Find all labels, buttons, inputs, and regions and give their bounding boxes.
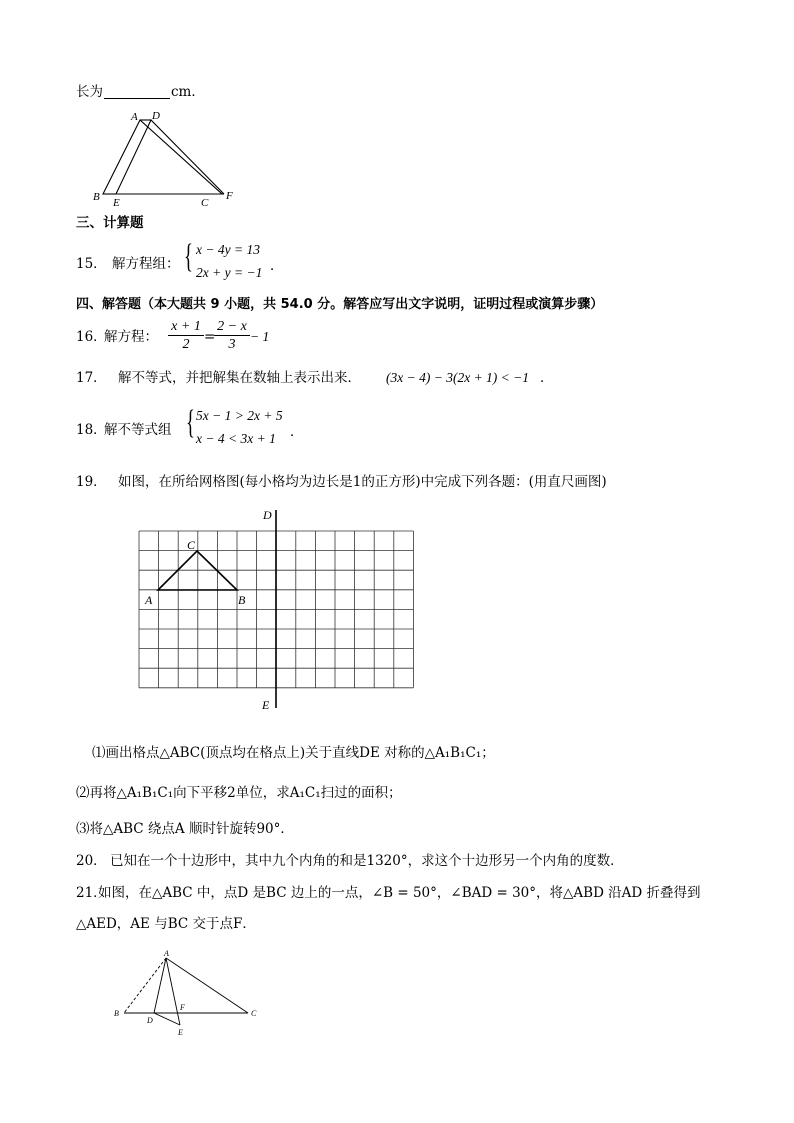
q19-text: 如图，在所给网格图(每小格均为边长是1的正方形)中完成下列各题：(用直尺画图) bbox=[118, 474, 607, 490]
q21-line2: △AED，AE 与BC 交于点F． bbox=[76, 916, 256, 932]
q18-eq1: 5x − 1 > 2x + 5 bbox=[196, 408, 283, 423]
fig14-label-e: E bbox=[113, 197, 120, 209]
q21-number: 21． bbox=[76, 885, 107, 901]
q16-fraction-right: $\frac{2 - x}{3}$ bbox=[214, 318, 250, 354]
q19-sub1: ⑴画出格点△ABC(顶点均在格点上)关于直线DE 对称的△A₁B₁C₁； bbox=[92, 745, 495, 761]
segment-ae bbox=[166, 958, 180, 1025]
q15-eq1: x − 4y = 13 bbox=[196, 242, 260, 257]
fig14-label-a: A bbox=[131, 111, 138, 123]
grid-label-e: E bbox=[262, 698, 270, 712]
q19-sub2: ⑵再将△A₁B₁C₁向下平移2单位，求A₁C₁扫过的面积； bbox=[76, 785, 402, 801]
section-3-title: 三、计算题 bbox=[76, 215, 144, 231]
segment-ac bbox=[166, 958, 248, 1013]
q18-text: 解不等式组 bbox=[104, 422, 172, 438]
q17-expression: (3x − 4) − 3(2x + 1) < −1 bbox=[386, 370, 530, 385]
q15-text: 解方程组： bbox=[112, 256, 180, 272]
q18-brace: { bbox=[186, 404, 195, 441]
fig14-label-f: F bbox=[226, 190, 233, 202]
q15-eq2: 2x + y = −1 bbox=[196, 265, 263, 280]
q16-number: 16． bbox=[76, 329, 107, 345]
fig21-label-c: C bbox=[251, 1009, 257, 1018]
q16-tail: − 1 bbox=[250, 329, 270, 344]
q19-sub3: ⑶将△ABC 绕点A 顺时针旋转90°． bbox=[76, 821, 294, 837]
q20-number: 20． bbox=[76, 853, 107, 869]
q20-text: 已知在一个十边形中，其中九个内角的和是1320°，求这个十边形另一个内角的度数． bbox=[110, 853, 624, 869]
fig21-label-d: D bbox=[147, 1016, 153, 1025]
section-4-title: 四、解答题（本大题共 9 小题，共 54.0 分。解答应写出文字说明，证明过程或演算步骤） bbox=[76, 297, 604, 312]
fig21-label-f: F bbox=[180, 1003, 185, 1012]
q14-suffix: cm． bbox=[171, 84, 205, 100]
q18-eq2: x − 4 < 3x + 1 bbox=[196, 431, 276, 446]
grid-label-c: C bbox=[187, 538, 196, 552]
fig14-label-c: C bbox=[201, 197, 209, 209]
grid-label-b: B bbox=[238, 593, 246, 607]
q15-end: ． bbox=[270, 258, 284, 274]
fig14-label-d: D bbox=[152, 110, 160, 122]
q14-prefix: 长为 bbox=[76, 84, 103, 100]
fig21-label-b: B bbox=[114, 1009, 119, 1018]
q18-end: ． bbox=[290, 424, 304, 440]
q19-number: 19． bbox=[76, 474, 107, 490]
q17-number: 17． bbox=[76, 370, 107, 386]
fig21-label-a: A bbox=[164, 949, 169, 958]
grid-label-d: D bbox=[263, 508, 272, 522]
q17-text: 解不等式，并把解集在数轴上表示出来． bbox=[118, 370, 361, 386]
segment-de bbox=[154, 1013, 180, 1025]
q15-number: 15． bbox=[76, 256, 107, 272]
grid-label-a: A bbox=[145, 593, 153, 607]
q15-brace: { bbox=[184, 238, 193, 275]
q16-equals: = bbox=[204, 329, 216, 345]
fig21-label-e: E bbox=[178, 1028, 183, 1037]
q21-line1: 如图，在△ABC 中，点D 是BC 边上的一点，∠B = 50°，∠BAD = 30°，将△ABD 沿AD 折叠得到 bbox=[98, 885, 701, 901]
fig14-label-b: B bbox=[93, 191, 100, 203]
q17-end: ． bbox=[540, 370, 554, 386]
q18-number: 18． bbox=[76, 422, 107, 438]
q16-fraction-left: $\frac{x + 1}{2}$ bbox=[168, 318, 204, 354]
q16-text: 解方程： bbox=[104, 329, 158, 345]
